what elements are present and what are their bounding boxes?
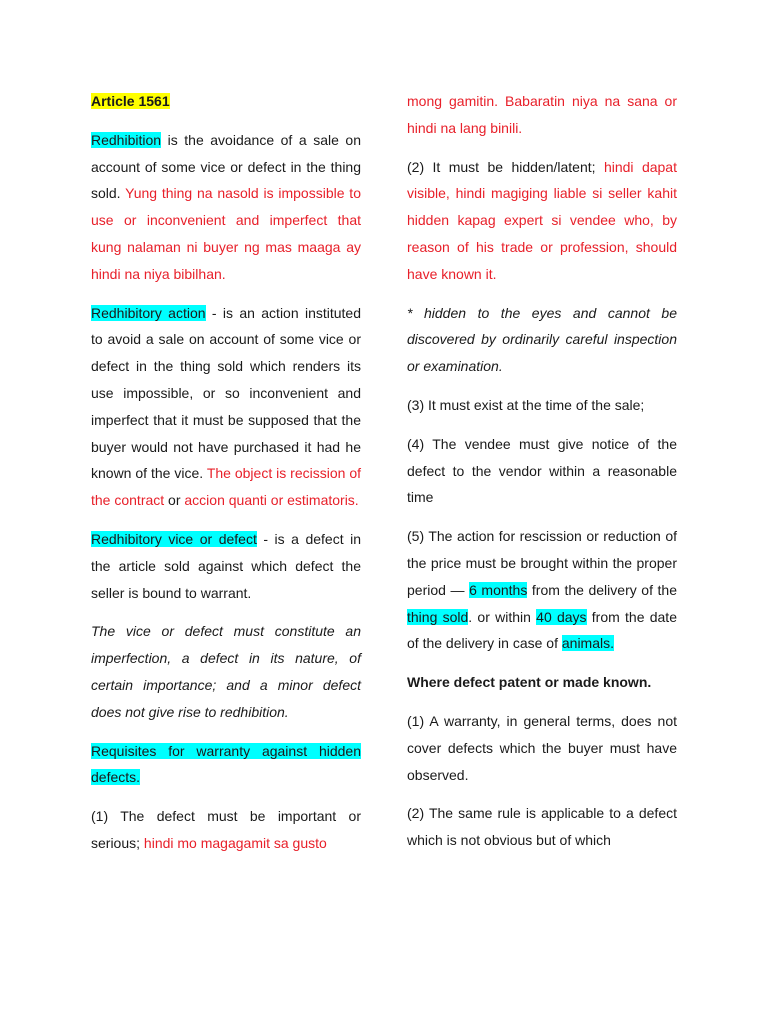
- redhibitory-vice-definition: - is a defect in the article sold against which defect the seller is bound to warrant.: [91, 530, 361, 601]
- requisite-3-paragraph: (3) It must exist at the time of the sale;: [407, 396, 645, 413]
- requisite-1-note: hindi mo magagamit sa gusto: [143, 834, 327, 851]
- animals-highlight: animals.: [561, 635, 615, 652]
- redhibitory-action-connector: or: [164, 492, 185, 509]
- redhibitory-action-term: Redhibitory action: [91, 304, 206, 321]
- right-column: [407, 88, 677, 866]
- requisites-heading-text: Requisites for warranty against hidden defects.: [91, 742, 361, 786]
- redhibitory-action-definition: - is an action instituted to avoid a sale on account of some vice or defect in the thing sold which renders its use impossible, or so inconvenient and imperfect that it must be supposed that the buyer would not have purchased it had he known of the vice.: [91, 304, 362, 482]
- redhibitory-action-paragraph: [91, 300, 361, 514]
- requisite-5-paragraph: [407, 523, 677, 657]
- requisite-5-text-2: from the delivery of the: [527, 581, 677, 598]
- requisite-2-note: hindi dapat visible, hindi magiging liable si seller kahit hidden kapag expert si vendee who, by reason of his trade or profession, should have known it.: [407, 158, 677, 282]
- redhibitory-action-note-2: accion quanti or estimatoris.: [184, 492, 359, 509]
- patent-rule-1-paragraph: (1) A warranty, in general terms, does not cover defects which the buyer must have observed.: [407, 712, 677, 783]
- requisite-4-paragraph: (4) The vendee must give notice of the defect to the vendor within a reasonable time: [407, 435, 677, 506]
- thing-sold-highlight: thing sold: [407, 608, 469, 625]
- redhibitory-vice-term: Redhibitory vice or defect: [91, 530, 257, 547]
- patent-rule-2-paragraph: (2) The same rule is applicable to a defect which is not obvious but of which: [407, 805, 677, 849]
- requisite-1-text: (1) The defect must be important or serious;: [91, 808, 361, 851]
- requisites-heading: [91, 738, 361, 792]
- redhibition-paragraph: [91, 127, 361, 288]
- redhibitory-vice-paragraph: [91, 526, 361, 606]
- article-title-text: Article 1561: [91, 93, 170, 109]
- requisite-5-text-1: (5) The action for rescission or reduction of the price must be brought within the proper period —: [407, 528, 677, 598]
- requisite-1-note-continued: mong gamitin. Babaratin niya na sana or hindi na lang binili.: [407, 93, 677, 136]
- requisite-1-paragraph: [91, 803, 361, 857]
- forty-days-highlight: 40 days: [536, 608, 587, 625]
- patent-defect-heading: Where defect patent or made known.: [407, 674, 652, 691]
- requisite-2-paragraph: [407, 154, 677, 288]
- hidden-definition-paragraph: * hidden to the eyes and cannot be discovered by ordinarily careful inspection or examination.: [407, 304, 677, 375]
- redhibition-note: Yung thing na nasold is impossible to use or inconvenient and imperfect that kung nalaman ni buyer ng mas maaga ay hindi na niya bibilhan.: [91, 185, 361, 282]
- article-title: [91, 88, 361, 115]
- vice-importance-paragraph: The vice or defect must constitute an imperfection, a defect in its nature, of certain importance; and a minor defect does not give rise to redhibition.: [91, 623, 361, 720]
- left-column: [91, 88, 361, 869]
- requisite-2-text: (2) It must be hidden/latent;: [407, 158, 604, 175]
- six-months-highlight: 6 months: [469, 581, 528, 598]
- redhibitory-action-note-1: The object is recission of the contract: [91, 465, 361, 509]
- redhibition-term: Redhibition: [91, 131, 162, 148]
- requisite-5-text-4: from the date of the delivery in case of: [407, 608, 677, 652]
- redhibition-definition: is the avoidance of a sale on account of some vice or defect in the thing sold.: [91, 131, 361, 202]
- requisite-5-text-3: . or within: [468, 608, 537, 625]
